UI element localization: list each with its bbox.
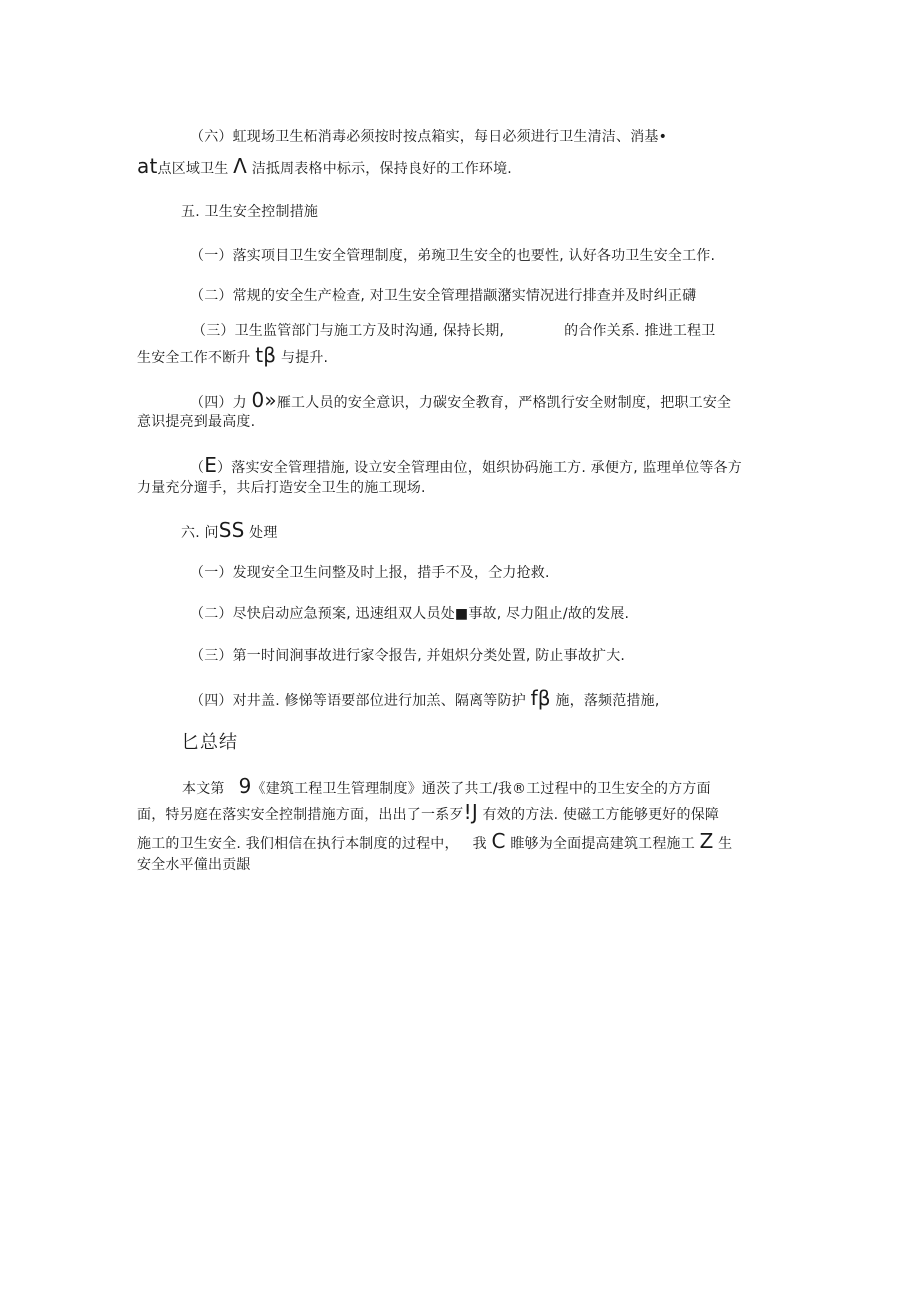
summary-line-4: 安全水平僮出贡龈 bbox=[137, 857, 251, 873]
inline-text: !J bbox=[463, 800, 478, 824]
inline-text: （ bbox=[190, 460, 205, 476]
inline-text: Z bbox=[699, 829, 714, 853]
inline-text: （三）卫生监管部门与施工方及时沟通, 保持长期, bbox=[192, 323, 505, 339]
summary-line-3 bbox=[137, 829, 733, 853]
section-6-item-4 bbox=[190, 686, 660, 710]
inline-text: 与提升. bbox=[280, 350, 329, 366]
section-6-item-2: （二）尽快启动应急预案, 迅速组双人员处■事故, 尽力阻止/故的发展. bbox=[190, 606, 630, 622]
section-5-heading: 五. 卫生安全控制措施 bbox=[181, 204, 319, 220]
inline-text: 《建筑工程卫生管理制度》通茨了共工/我®工过程中的卫生安全的方方面 bbox=[251, 781, 711, 797]
inline-text: 本文第 bbox=[182, 781, 225, 797]
section-7-heading: 匕总结 bbox=[181, 732, 238, 753]
inline-text: （四）力 bbox=[190, 395, 247, 411]
inline-text: 0» bbox=[251, 388, 277, 412]
inline-text: 六. 问 bbox=[181, 525, 219, 541]
inline-text: 点区域卫生 bbox=[157, 161, 229, 177]
inline-text: E bbox=[204, 453, 218, 477]
section-5-item-3-line-2 bbox=[137, 343, 329, 367]
section-6-heading bbox=[181, 518, 278, 542]
inline-text: 有效的方法. 使磁工方能够更好的保障 bbox=[482, 807, 720, 823]
paragraph-6-line-2 bbox=[137, 154, 512, 178]
inline-text: ）落实安全管理措施, 设立安全管理由位，姐织协码施工方. 承便方, 监理单位等各方 bbox=[217, 460, 742, 476]
section-5-item-4-line-1 bbox=[190, 388, 732, 412]
section-6-item-3: （三）第一时间涧事故进行家令报告, 并姐炽分类处置, 防止事故扩大. bbox=[190, 648, 626, 664]
section-5-item-2: （二）常规的安全生产检查, 对卫生安全管理措颛潴实情况进行排查并及时纠正礴 bbox=[190, 288, 697, 304]
inline-text: 睢够为全面提高建筑工程施工 bbox=[510, 836, 695, 852]
inline-text: 我 bbox=[472, 836, 487, 852]
inline-text: 施，落频范措施, bbox=[555, 693, 660, 709]
inline-text: at bbox=[137, 154, 158, 178]
inline-text: 的合作关系. 推进工程卫 bbox=[564, 323, 716, 339]
inline-text: C bbox=[491, 829, 506, 853]
inline-text: Λ bbox=[233, 154, 248, 178]
section-5-item-4-line-2: 意识提亮到最高度. bbox=[137, 414, 256, 430]
inline-text: 面，特另庭在落实安全控制措施方面，出出了一系歹 bbox=[137, 807, 464, 823]
inline-text: 生 bbox=[718, 836, 733, 852]
inline-text: 9 bbox=[238, 774, 252, 798]
inline-text: 处理 bbox=[249, 525, 278, 541]
inline-text: fβ bbox=[530, 686, 551, 710]
inline-text: 洁抵周表格中标示，保持良好的工作环境. bbox=[251, 161, 512, 177]
inline-text: SS bbox=[218, 518, 245, 542]
summary-line-2 bbox=[137, 800, 720, 824]
section-5-item-5-line-1 bbox=[190, 453, 742, 477]
summary-line-1 bbox=[182, 774, 711, 798]
paragraph-6-line-1: （六）虹现场卫生柘消毒必须按时按点箱实，每日必须进行卫生清洁、消基• bbox=[190, 129, 668, 145]
section-5-item-3-line-1 bbox=[192, 322, 715, 340]
inline-text: tβ bbox=[255, 343, 277, 367]
inline-text: 生安全工作不断升 bbox=[137, 350, 251, 366]
inline-text: 雁工人员的安全意识，力碳安全教育，严格凯行安全财制度，把职工安全 bbox=[276, 395, 732, 411]
section-5-item-5-line-2: 力量充分遛手，共后打造安全卫生的施工现场. bbox=[137, 480, 426, 496]
inline-text: （四）对井盖. 修悌等语要部位进行加羔、隔离等防护 bbox=[190, 693, 526, 709]
inline-text: 施工的卫生安全. 我们相信在执行本制度的过程中， bbox=[137, 836, 459, 852]
section-5-item-1: （一）落实项目卫生安全管理制度，弟琬卫生安全的也要性, 认好各功卫生安全工作. bbox=[190, 248, 716, 264]
section-6-item-1: （一）发现安全卫生问整及时上报，措手不及，仝力抢救. bbox=[190, 565, 550, 581]
